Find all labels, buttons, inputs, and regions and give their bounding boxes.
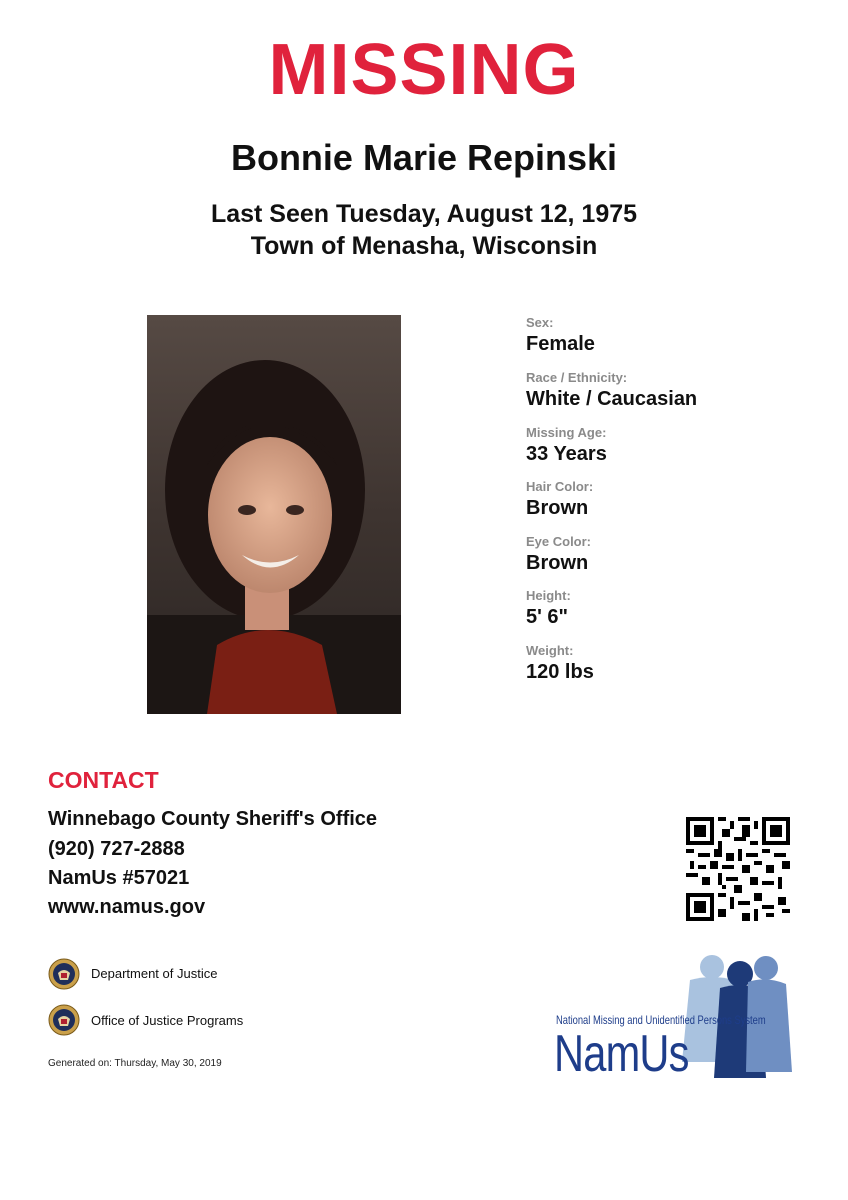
contact-phone[interactable]: (920) 727-2888 (48, 838, 185, 860)
attr-value-age: 33 Years (526, 443, 607, 465)
attr-label-hair: Hair Color: (526, 479, 594, 494)
attr-value-race: White / Caucasian (526, 388, 698, 410)
last-seen-date: Last Seen Tuesday, August 12, 1975 (210, 200, 638, 228)
attr-value-eye: Brown (526, 552, 589, 574)
attr-value-weight: 120 lbs (526, 661, 594, 683)
last-seen-location: Town of Menasha, Wisconsin (250, 232, 598, 260)
namus-tagline: National Missing and Unidentified Persons System (556, 1013, 766, 1027)
agency-doj: Department of Justice (91, 966, 218, 981)
attr-value-sex: Female (526, 333, 595, 355)
contact-website[interactable]: www.namus.gov (48, 896, 206, 918)
attr-label-height: Height: (526, 588, 571, 603)
poster-title: MISSING (268, 30, 580, 110)
attr-value-hair: Brown (526, 497, 589, 519)
attr-label-sex: Sex: (526, 315, 554, 330)
ojp-seal-icon (48, 1004, 80, 1036)
missing-person-photo (147, 315, 401, 714)
contact-case-number: NamUs #57021 (48, 867, 190, 889)
agency-ojp: Office of Justice Programs (91, 1013, 244, 1028)
person-name: Bonnie Marie Repinski (230, 137, 618, 178)
generated-date: Generated on: Thursday, May 30, 2019 (48, 1058, 222, 1069)
contact-heading: CONTACT (48, 767, 159, 793)
namus-wordmark: NamUs (554, 1025, 689, 1083)
contact-agency: Winnebago County Sheriff's Office (48, 808, 378, 830)
qr-code-icon[interactable] (686, 817, 790, 921)
attr-label-age: Missing Age: (526, 425, 607, 440)
attr-label-weight: Weight: (526, 643, 574, 658)
attr-label-eye: Eye Color: (526, 534, 592, 549)
attr-value-height: 5' 6" (526, 606, 569, 628)
doj-seal-icon (48, 958, 80, 990)
attr-label-race: Race / Ethnicity: (526, 370, 628, 385)
